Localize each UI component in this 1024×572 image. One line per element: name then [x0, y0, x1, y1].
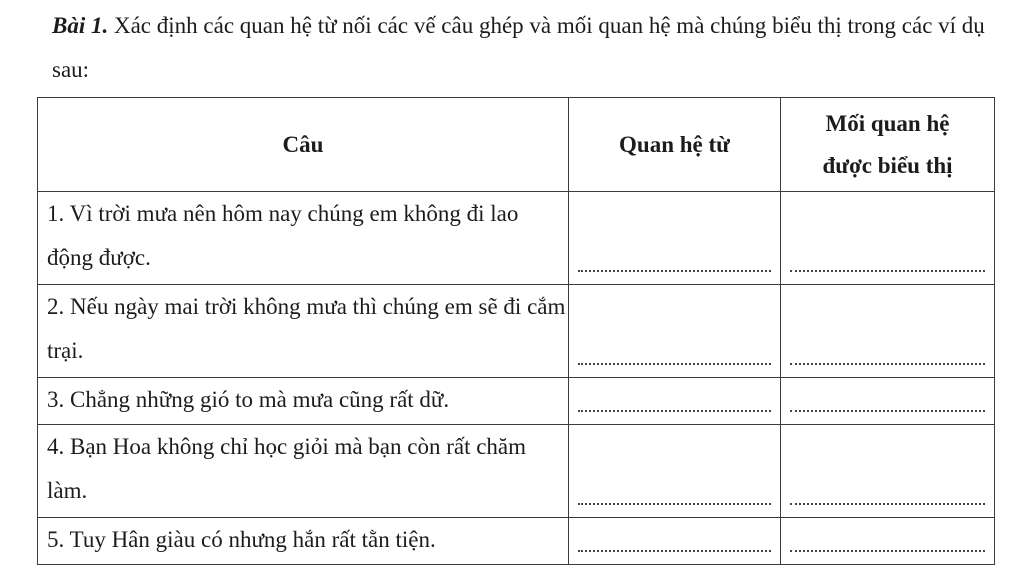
relation-meaning-blank[interactable] [781, 192, 995, 285]
table-row [38, 285, 995, 378]
header-relation-line1: Mối quan hệ [825, 110, 950, 136]
row-sentence: 2. Nếu ngày mai trời không mưa thì chúng em sẽ đi cắm trại. [38, 285, 569, 378]
relation-meaning-blank[interactable] [781, 285, 995, 378]
exercise-table [37, 97, 995, 565]
row-sentence: 5. Tuy Hân giàu có nhưng hắn rất tằn tiện. [38, 518, 569, 565]
exercise-label: Bài 1. [52, 13, 109, 38]
header-relation-line2: được biểu thị [822, 152, 953, 178]
dotted-line [790, 549, 985, 552]
table-row [38, 378, 995, 425]
table-header-row [38, 98, 995, 192]
exercise-heading [52, 4, 1002, 92]
dotted-line [578, 502, 771, 505]
table-row [38, 425, 995, 518]
table-row [38, 518, 995, 565]
row-sentence: 3. Chẳng những gió to mà mưa cũng rất dữ. [38, 378, 569, 425]
relation-word-blank[interactable] [569, 192, 781, 285]
dotted-line [790, 502, 985, 505]
relation-word-blank[interactable] [569, 425, 781, 518]
exercise-instruction: Xác định các quan hệ từ nối các vế câu ghép và mối quan hệ mà chúng biểu thị trong các ví dụ sau: [52, 13, 985, 82]
dotted-line [578, 409, 771, 412]
dotted-line [578, 549, 771, 552]
relation-meaning-blank[interactable] [781, 518, 995, 565]
row-sentence: 4. Bạn Hoa không chỉ học giỏi mà bạn còn rất chăm làm. [38, 425, 569, 518]
header-relation-meaning [781, 98, 995, 192]
dotted-line [790, 269, 985, 272]
dotted-line [790, 409, 985, 412]
dotted-line [790, 362, 985, 365]
row-sentence: 1. Vì trời mưa nên hôm nay chúng em không đi lao động được. [38, 192, 569, 285]
relation-meaning-blank[interactable] [781, 378, 995, 425]
relation-meaning-blank[interactable] [781, 425, 995, 518]
relation-word-blank[interactable] [569, 378, 781, 425]
header-sentence: Câu [38, 98, 569, 192]
header-relation-word: Quan hệ từ [569, 98, 781, 192]
relation-word-blank[interactable] [569, 285, 781, 378]
relation-word-blank[interactable] [569, 518, 781, 565]
dotted-line [578, 362, 771, 365]
dotted-line [578, 269, 771, 272]
table-row [38, 192, 995, 285]
